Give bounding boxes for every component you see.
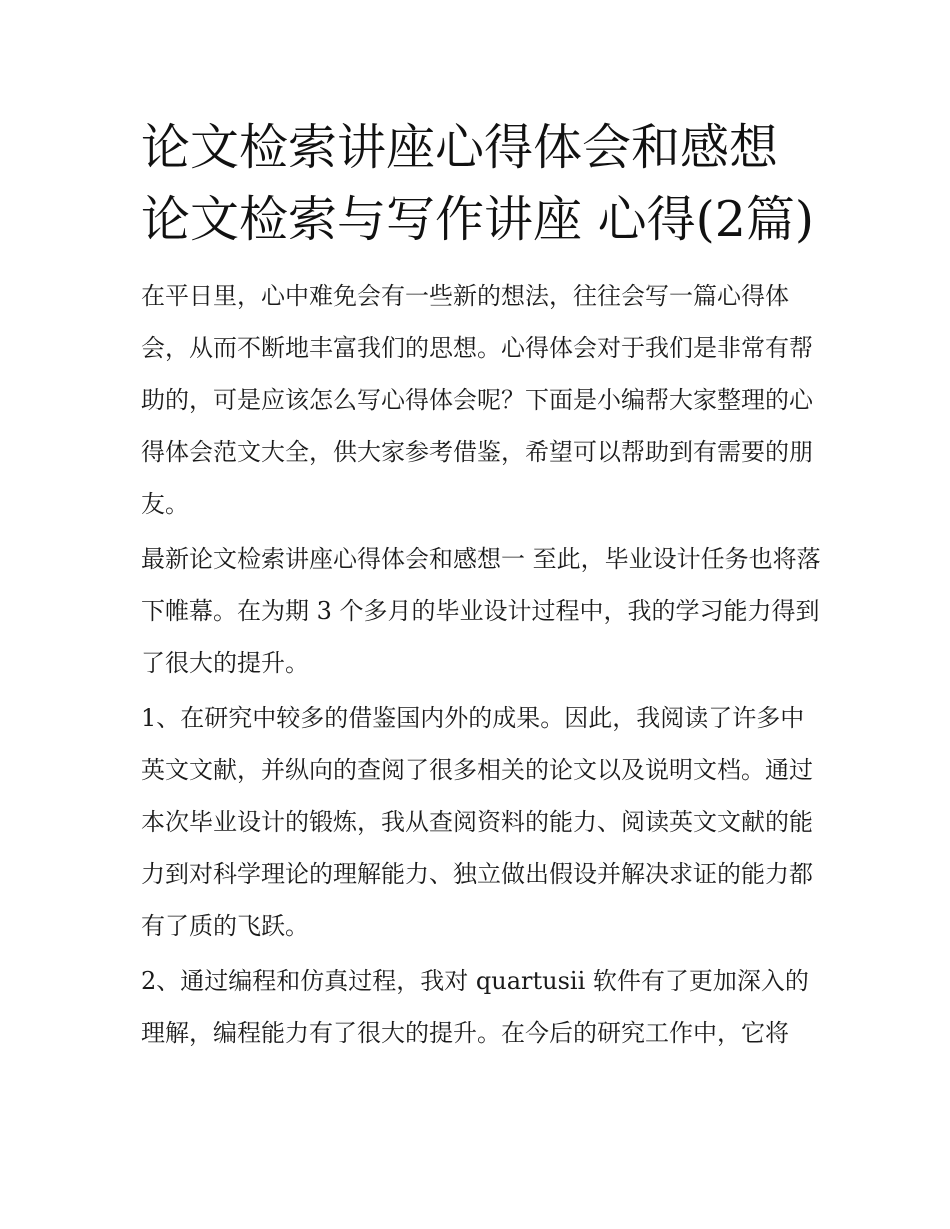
- document-body: [141, 112, 821, 1062]
- paragraph-intro: 在平日里，心中难免会有一些新的想法，往往会写一篇心得体会，从而不断地丰富我们的思想。心得体会对于我们是非常有帮助的，可是应该怎么写心得体会呢？下面是小编帮大家整理的心得体会范文大全，供大家参考借鉴，希望可以帮助到有需要的朋友。: [141, 282, 813, 518]
- document-title: 论文检索讲座心得体会和感想论文检索与写作讲座 心得(2篇): [141, 119, 814, 248]
- paragraph-heading-one: 最新论文检索讲座心得体会和感想一 至此，毕业设计任务也将落下帷幕。在为期 3 个多月的毕业设计过程中，我的学习能力得到了很大的提升。: [141, 545, 821, 677]
- paragraph-point-one: 1、在研究中较多的借鉴国内外的成果。因此，我阅读了许多中英文文献，并纵向的查阅了很多相关的论文以及说明文档。通过本次毕业设计的锻炼，我从查阅资料的能力、阅读英文文献的能力到对科学理论的理解能力、独立做出假设并解决求证的能力都有了质的飞跃。: [141, 704, 813, 940]
- paragraph-point-two: 2、通过编程和仿真过程，我对 quartusii 软件有了更加深入的理解，编程能力有了很大的提升。在今后的研究工作中，它将: [141, 967, 809, 1047]
